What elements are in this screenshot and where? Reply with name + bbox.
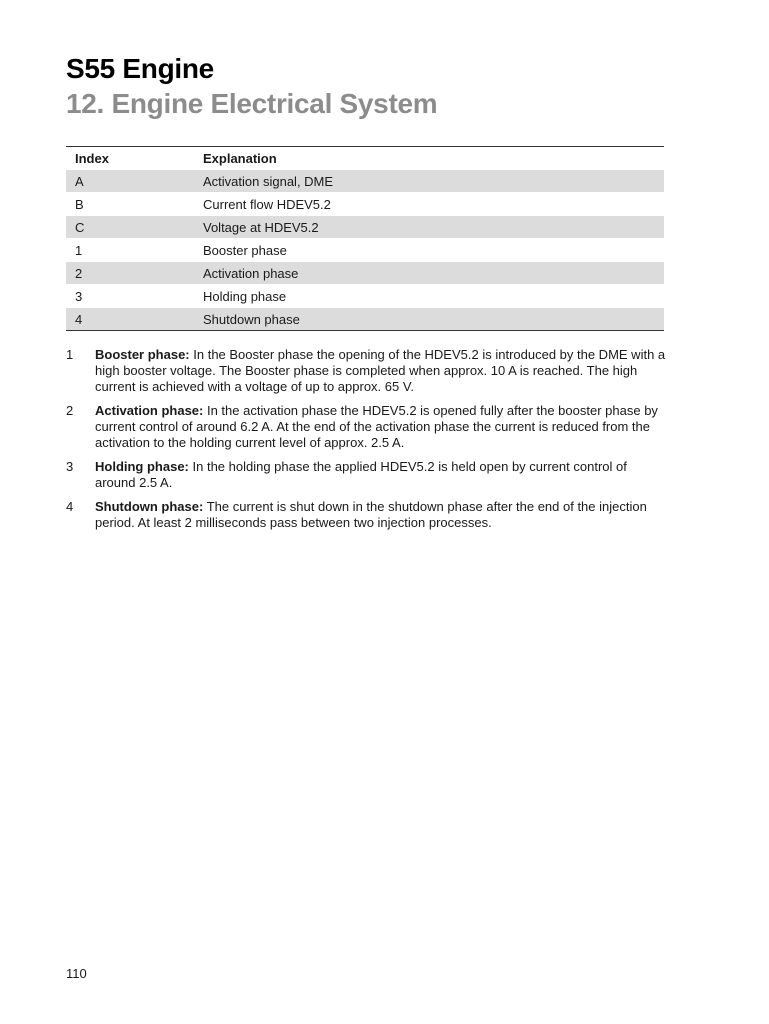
table-cell-explanation: Activation signal, DME [203,170,664,193]
page-title: S55 Engine [66,53,214,84]
item-text [95,499,666,531]
list-item [66,459,666,491]
item-text [95,459,666,491]
item-term: Booster phase: [95,347,190,362]
phase-description-list [66,347,666,531]
list-item [66,499,666,531]
table-cell-index: 1 [75,242,83,258]
legend-table [66,146,664,331]
list-item [66,347,666,395]
item-body: In the Booster phase the opening of the HDEV5.2 is introduced by the DME with a high booster voltage. The Booster phase is completed when approx. 10 A is reached. The high current is achieved with a voltage of up to approx. 65 V. [95,347,666,394]
document-page [66,52,664,539]
table-row [66,216,664,239]
item-number: 2 [66,403,74,418]
table-cell-explanation: Shutdown phase [203,308,664,331]
table-cell-explanation: Activation phase [203,262,664,285]
section-title: 12. Engine Electrical System [66,88,438,119]
table-cell-index: 3 [75,288,83,304]
table-row [66,170,664,193]
item-body: In the activation phase the HDEV5.2 is opened fully after the booster phase by current control of around 6.2 A. At the end of the activation phase the current is reduced from the activation to the holding current level of approx. 2.5 A. [95,403,658,450]
table-row [66,262,664,285]
item-body: In the holding phase the applied HDEV5.2 is held open by current control of around 2.5 A. [95,459,627,490]
item-text [95,403,666,451]
item-body: The current is shut down in the shutdown phase after the end of the injection period. At least 2 milliseconds pass between two injection processes. [95,499,647,530]
table-row [66,285,664,308]
item-term: Holding phase: [95,459,189,474]
table-cell-index: C [66,216,203,239]
table-cell-explanation: Voltage at HDEV5.2 [203,216,664,239]
table-cell-explanation: Holding phase [203,288,287,304]
table-cell-index: 2 [66,262,203,285]
table-row [66,193,664,216]
item-number: 3 [66,459,74,474]
item-term: Shutdown phase: [95,499,204,514]
item-term: Activation phase: [95,403,204,418]
column-header-explanation: Explanation [203,150,277,166]
column-header-index: Index [75,150,109,166]
table-cell-index: B [75,196,84,212]
item-number: 1 [66,347,74,362]
page-number: 110 [66,966,87,981]
table-cell-index: A [66,170,203,193]
table-cell-explanation: Current flow HDEV5.2 [203,196,331,212]
item-text [95,347,666,395]
list-item [66,403,666,451]
table-row [66,239,664,262]
table-row [66,308,664,331]
table-cell-explanation: Booster phase [203,242,287,258]
item-number: 4 [66,499,74,514]
table-cell-index: 4 [66,308,203,331]
table-header-row [66,147,664,170]
